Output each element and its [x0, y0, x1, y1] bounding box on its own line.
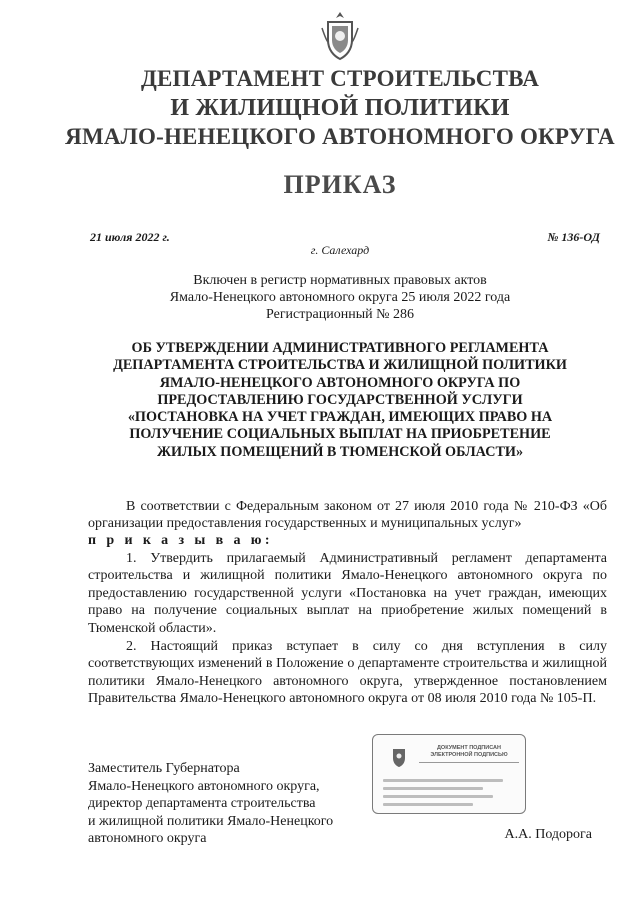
signer-position-line: Заместитель Губернатора [88, 761, 240, 776]
department-title-line-3: ЯМАЛО-НЕНЕЦКОГО АВТОНОМНОГО ОКРУГА [65, 124, 615, 149]
department-title-line-1: ДЕПАРТАМЕНТ СТРОИТЕЛЬСТВА [140, 66, 540, 91]
signer-position-line: и жилищной политики Ямало-Ненецкого [88, 813, 334, 829]
order-title-line: ПОЛУЧЕНИЕ СОЦИАЛЬНЫХ ВЫПЛАТ НА ПРИОБРЕТЕНИЕ [129, 426, 551, 443]
order-item-2 [88, 638, 607, 708]
order-item-1 [88, 550, 607, 637]
registration-line: Включен в регистр нормативных правовых актов [193, 273, 487, 288]
stamp-detail-line [383, 803, 473, 806]
order-date: 21 июля 2022 г. [90, 230, 170, 244]
signer-name: А.А. Подорога [504, 827, 592, 842]
order-title-line: ЯМАЛО-НЕНЕЦКОГО АВТОНОМНОГО ОКРУГА ПО [159, 374, 521, 391]
intro-text: В соответствии с Федеральным законом от 27 июля 2010 года № 210-ФЗ «Об организации предоставления государственных и муниципальных услуг» [88, 499, 607, 532]
stamp-detail-line [383, 787, 483, 790]
intro-paragraph [88, 498, 607, 533]
department-title-line-2: И ЖИЛИЩНОЙ ПОЛИТИКИ [170, 95, 510, 121]
order-title-line: «ПОСТАНОВКА НА УЧЕТ ГРАЖДАН, ИМЕЮЩИХ ПРАВО НА [127, 409, 553, 426]
registration-number: Регистрационный № 286 [266, 307, 414, 322]
order-title-line: ДЕПАРТАМЕНТА СТРОИТЕЛЬСТВА И ЖИЛИЩНОЙ ПОЛИТИКИ [113, 357, 567, 374]
order-word: п р и к а з ы в а ю: [88, 533, 273, 548]
stamp-title [421, 745, 517, 759]
order-title-line: ОБ УТВЕРЖДЕНИИ АДМИНИСТРАТИВНОГО РЕГЛАМЕНТА [131, 340, 549, 356]
order-title-line: ЖИЛЫХ ПОМЕЩЕНИЙ В ТЮМЕНСКОЙ ОБЛАСТИ» [156, 443, 524, 460]
signer-position-line: Ямало-Ненецкого автономного округа, [88, 778, 320, 794]
registration-line: Ямало-Ненецкого автономного округа 25 июля 2022 года [169, 290, 511, 305]
order-item-2-text: 2. Настоящий приказ вступает в силу со дня вступления в силу соответствующих изменений в Положение о департаменте строительства и жилищной политики Ямало-Ненецкого автономного округа, утвержденное постановлением Правительства Ямало-Ненецкого автономного округа от 08 июля 2010 года № 105-П. [88, 639, 607, 707]
stamp-detail-line [383, 795, 493, 798]
stamp-divider [419, 762, 519, 763]
document-type-heading: ПРИКАЗ [283, 170, 397, 199]
coat-of-arms-icon [318, 10, 362, 62]
stamp-detail-line [383, 779, 503, 782]
stamp-emblem-icon [389, 745, 409, 769]
stamp-title-line: ЭЛЕКТРОННОЙ ПОДПИСЬЮ [430, 752, 508, 758]
registration-note [60, 272, 620, 323]
stamp-title-line: ДОКУМЕНТ ПОДПИСАН [437, 745, 501, 751]
order-title-line: ПРЕДОСТАВЛЕНИЮ ГОСУДАРСТВЕННОЙ УСЛУГИ [157, 391, 523, 408]
order-city: г. Салехард [310, 243, 370, 257]
signer-position-line: директор департамента строительства [88, 796, 316, 812]
signer-position-line: автономного округа [88, 831, 207, 847]
order-item-1-text: 1. Утвердить прилагаемый Административный регламент департамента строительства и жилищной политики Ямало-Ненецкого автономного округа по предоставлению государственной услуги «Постановка на учет граждан, имеющих право на получение социальных выплат на приобретение жилых помещений в Тюменской области». [88, 551, 607, 636]
signer-position [88, 760, 333, 848]
order-title [80, 340, 600, 461]
order-number: № 136-ОД [547, 230, 600, 244]
electronic-signature-stamp [372, 734, 526, 814]
